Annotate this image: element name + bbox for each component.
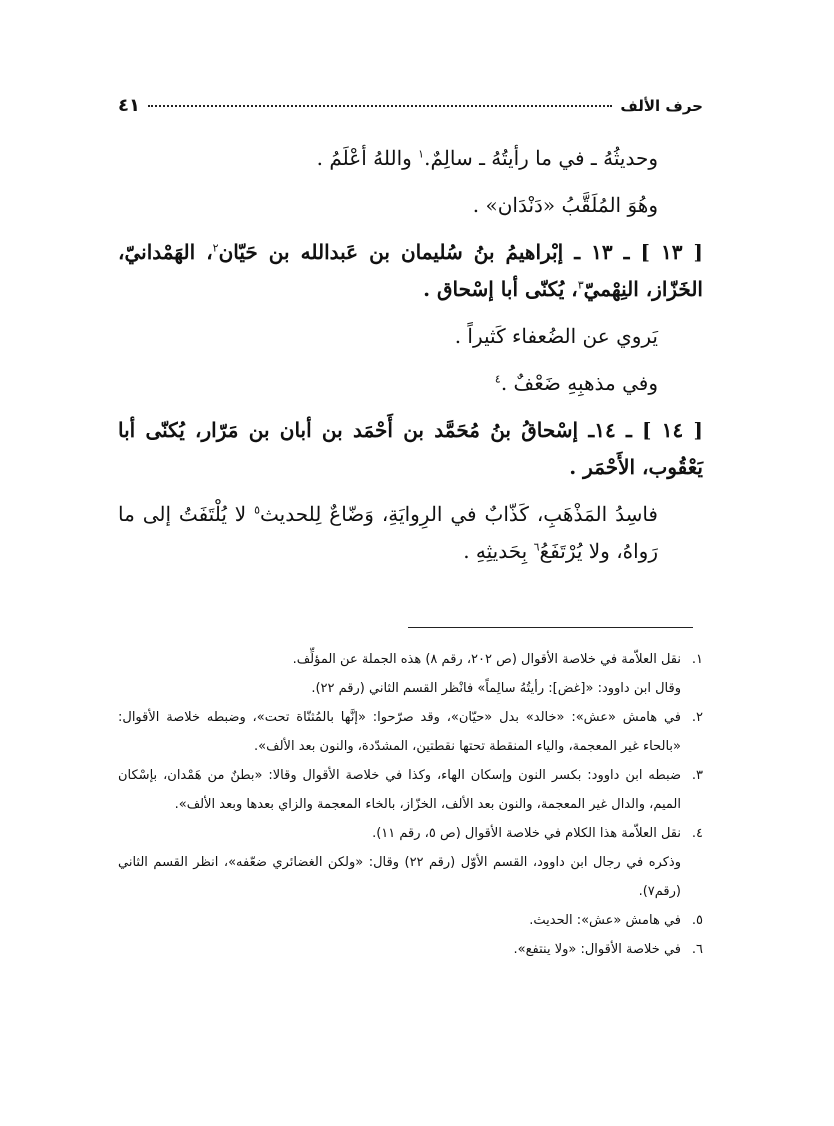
footnote-ref: ٢: [212, 241, 219, 255]
footnote-line: [118, 645, 703, 674]
page-number: ٤١: [118, 95, 140, 116]
footnote-4: [118, 819, 703, 906]
footnote-text: في هامش «عش»: الحديث.: [529, 913, 681, 928]
paragraph-narrates: يَروي عن الضُعفاء كَثيراً .: [454, 324, 658, 348]
footnote-text: نقل العلاّمة في خلاصة الأقوال (ص ٢٠٢، رقم ٨) هذه الجملة عن المؤلِّف.: [292, 652, 681, 667]
text-fragment: لا يُلْتَفَتُ إلى ما رَواهُ، ولا يُرْتَفَعُ: [118, 502, 658, 563]
footnote-ref: ٥: [254, 503, 261, 517]
footnote-line: [118, 906, 703, 935]
footnote-line: وذكره في رجال ابن داوود، القسم الأوّل (رقم ٢٢) وقال: «ولكن الغضائري ضعّفه»، انظر القسم الثاني (رقم٧).: [118, 855, 681, 899]
dotted-leader: [148, 105, 612, 107]
text-fragment: وحديثُهُ ـ في ما رأيتُهُ ـ سالِمٌ.: [424, 146, 658, 170]
paragraph-corrupt: [118, 496, 703, 570]
footnote-number: ٤.: [691, 826, 703, 841]
main-text: [118, 140, 703, 580]
text-fragment: فاسِدُ المَذْهَبِ، كَذّابٌ في الرِوايَةِ، وَضّاعٌ لِلحديث: [260, 502, 658, 526]
footnote-line: [118, 703, 703, 761]
entry-13-heading: [118, 234, 703, 308]
footnote-separator: [408, 627, 693, 628]
footnote-number: ١.: [691, 652, 703, 667]
footnote-3: [118, 761, 703, 819]
footnote-text: نقل العلاّمة هذا الكلام في خلاصة الأقوال (ص ٥، رقم ١١).: [372, 826, 681, 841]
footnote-2: [118, 703, 703, 761]
text-fragment: [ ١٣ ] ـ ١٣ ـ إبْراهيمُ بنُ سُليمان بن عَبدالله بن حَيّان: [218, 240, 703, 264]
footnote-ref: ١: [418, 147, 425, 161]
paragraph-hadith-status: [118, 140, 703, 177]
footnote-ref: ٣: [577, 278, 584, 292]
text-fragment: ، يُكنّى أبا إسْحاق .: [423, 277, 578, 301]
text-fragment: وفي مذهبِهِ ضَعْفٌ .: [500, 371, 658, 395]
footnote-line: وقال ابن داوود: «[غض]: رأيتُهُ سالِماً» فانْظر القسم الثاني (رقم ٢٢).: [311, 681, 681, 696]
footnote-line: [118, 761, 703, 819]
paragraph-doctrine: [118, 365, 703, 402]
footnote-1: [118, 645, 703, 703]
chapter-title: حرف الألف: [620, 97, 703, 115]
text-fragment: ، الهَمْدانيّ، الخَزّاز، النِهْميّ: [118, 240, 703, 301]
text-fragment: واللهُ أعْلَمُ .: [316, 146, 419, 170]
running-header: [118, 95, 703, 119]
footnote-ref: ٤: [494, 372, 501, 386]
entry-14-heading: [ ١٤ ] ـ ١٤ـ إسْحاقُ بنُ مُحَمَّد بن أَحْمَد بن أبان بن مَرّار، يُكنّى أبا يَعْقُوب، الأَحْمَر .: [118, 418, 703, 479]
paragraph-nickname: وهُوَ المُلَقَّبُ «دَنْدَان» .: [472, 193, 658, 217]
footnote-number: ٣.: [691, 768, 703, 783]
footnote-line: [118, 819, 703, 848]
footnote-number: ٢.: [691, 710, 703, 725]
footnote-number: ٦.: [691, 942, 703, 957]
text-fragment: بِحَديثِهِ .: [463, 539, 534, 563]
footnote-text: في هامش «عش»: «خالد» بدل «حيّان»، وقد صرّحوا: «إنَّها بالمُثنّاة تحت»، وضبطه خلاصة الأقوال: «بالحاء غير المعجمة، والياء المنقطة تحتها نقطتين، المشدّدة، والنون بعد الألف».: [118, 710, 681, 754]
footnote-text: في خلاصة الأقوال: «ولا ينتفع».: [513, 942, 681, 957]
footnote-6: [118, 935, 703, 964]
footnote-number: ٥.: [691, 913, 703, 928]
footnote-ref: ٦: [533, 540, 540, 554]
footnote-text: ضبطه ابن داوود: بكسر النون وإسكان الهاء، وكذا في خلاصة الأقوال وقالا: «بطنٌ من هَمْدان، بإسْكان الميم، والدال غير المعجمة، والنون بعد الألف، الخزّاز، بالخاء المعجمة والزاي بعدها وبعد الألف».: [118, 768, 681, 812]
footnote-5: [118, 906, 703, 935]
footnotes: [118, 645, 703, 964]
footnote-line: [118, 935, 703, 964]
